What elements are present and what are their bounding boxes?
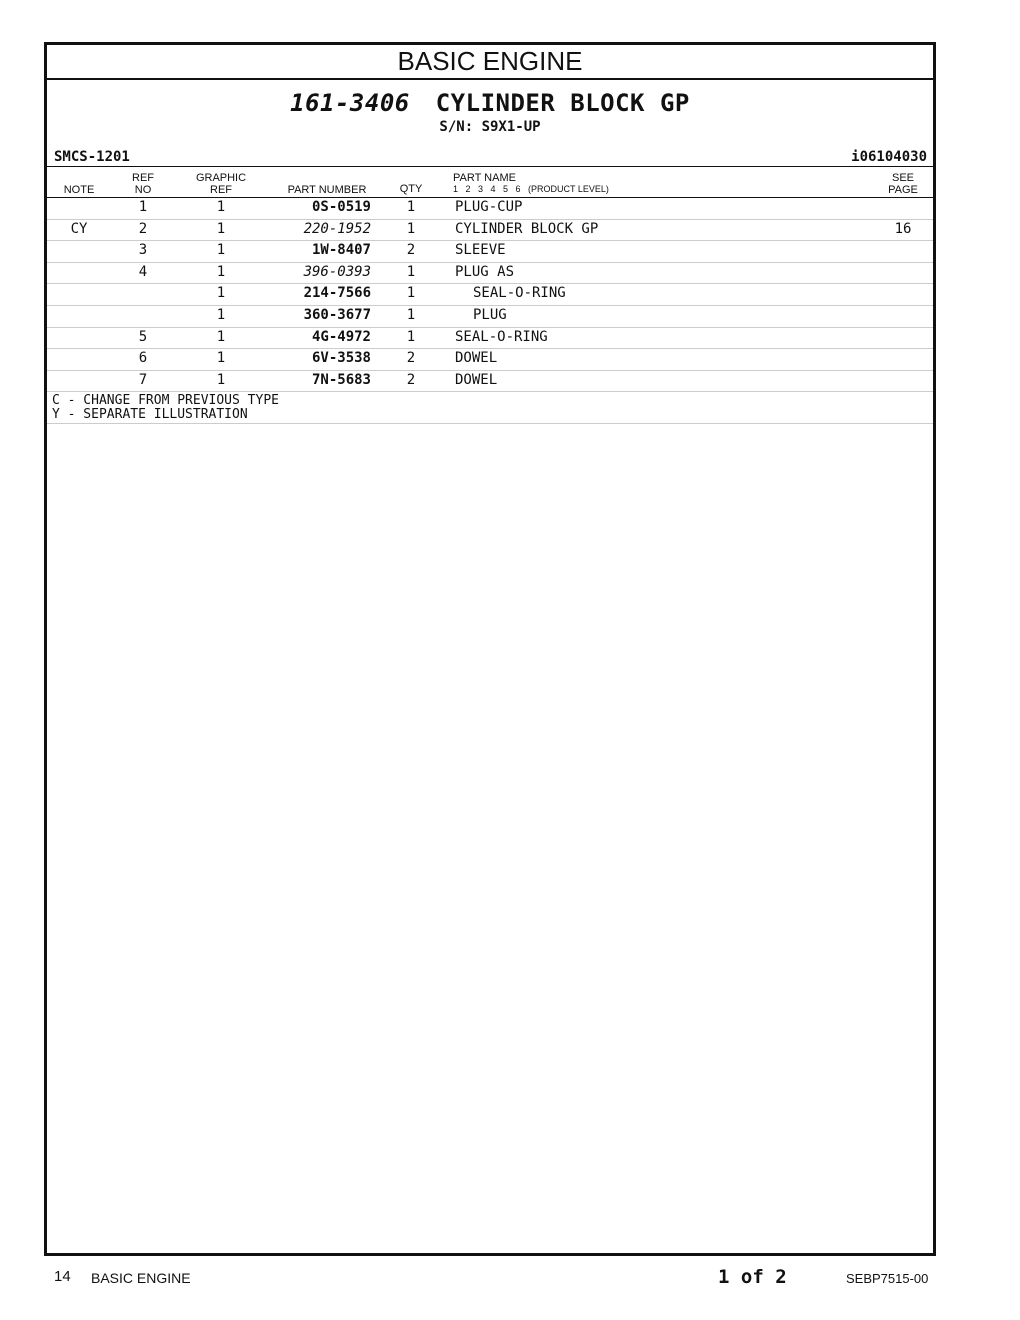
- row-ref-no: 6: [138, 350, 148, 367]
- row-graphic-ref: 1: [216, 242, 226, 259]
- group-name: CYLINDER BLOCK GP: [435, 89, 690, 117]
- row-qty: 1: [406, 285, 416, 302]
- row-divider: [47, 262, 933, 263]
- row-divider: [47, 240, 933, 241]
- header-see-page-1: SEE: [891, 172, 914, 184]
- row-part-number: 6V-3538: [311, 350, 371, 367]
- row-divider: [47, 391, 933, 392]
- footer-page-of: 1 of 2: [718, 1266, 787, 1288]
- row-graphic-ref: 1: [216, 263, 226, 280]
- footer-page-number: 14: [54, 1268, 71, 1285]
- group-title: [47, 89, 933, 117]
- row-ref-no: 7: [138, 371, 148, 388]
- row-part-name: DOWEL: [455, 350, 498, 367]
- header-see-page-2: PAGE: [888, 184, 918, 196]
- row-part-name: PLUG: [473, 307, 507, 323]
- row-qty: 1: [406, 263, 416, 280]
- row-graphic-ref: 1: [216, 350, 226, 367]
- footer-section: BASIC ENGINE: [91, 1270, 191, 1286]
- legend-line: Y - SEPARATE ILLUSTRATION: [52, 407, 248, 423]
- header-qty: QTY: [399, 183, 423, 195]
- row-part-number: 220-1952: [303, 220, 371, 237]
- header-ref-no-1: REF: [132, 172, 154, 184]
- row-part-name: SEAL-O-RING: [473, 285, 566, 302]
- row-graphic-ref: 1: [216, 220, 226, 237]
- header-graphic-ref-1: GRAPHIC: [195, 172, 247, 184]
- row-ref-no: 5: [138, 328, 148, 345]
- legend-line: C - CHANGE FROM PREVIOUS TYPE: [52, 393, 279, 409]
- row-graphic-ref: 1: [216, 328, 226, 345]
- row-part-name: SEAL-O-RING: [455, 328, 548, 345]
- illustration-id: i06104030: [851, 149, 927, 165]
- row-part-number: 1W-8407: [311, 242, 371, 259]
- legend-divider: [47, 423, 933, 424]
- row-part-number: 7N-5683: [311, 371, 371, 388]
- header-graphic-ref-2: REF: [210, 184, 232, 196]
- group-part-number: 161-3406: [290, 89, 410, 117]
- footer-doc-id: SEBP7515-00: [846, 1271, 929, 1286]
- row-ref-no: 4: [138, 263, 148, 280]
- row-part-number: 396-0393: [303, 263, 371, 280]
- header-product-level: 1 2 3 4 5 6 (PRODUCT LEVEL): [453, 184, 609, 194]
- row-ref-no: 1: [138, 199, 148, 215]
- row-qty: 2: [406, 371, 416, 388]
- row-part-name: PLUG-CUP: [455, 199, 523, 215]
- row-see-page: 16: [894, 220, 912, 237]
- row-divider: [47, 370, 933, 371]
- section-title: BASIC ENGINE: [47, 45, 933, 80]
- row-ref-no: 3: [138, 242, 148, 259]
- row-divider: [47, 327, 933, 328]
- header-bottom-rule: [47, 197, 933, 198]
- row-divider: [47, 348, 933, 349]
- row-part-number: 214-7566: [303, 285, 371, 302]
- header-ref-no-2: NO: [134, 184, 152, 196]
- row-graphic-ref: 1: [216, 199, 226, 215]
- row-qty: 2: [406, 350, 416, 367]
- row-divider: [47, 283, 933, 284]
- row-qty: 1: [406, 328, 416, 345]
- row-graphic-ref: 1: [216, 307, 226, 323]
- row-part-number: 360-3677: [303, 307, 371, 323]
- header-part-number: PART NUMBER: [287, 184, 367, 196]
- row-ref-no: 2: [138, 220, 148, 237]
- row-part-name: CYLINDER BLOCK GP: [455, 220, 599, 237]
- row-note: CY: [70, 220, 88, 237]
- smcs-code: SMCS-1201: [54, 149, 130, 165]
- header-note: NOTE: [63, 184, 95, 196]
- row-graphic-ref: 1: [216, 285, 226, 302]
- row-part-name: DOWEL: [455, 371, 498, 388]
- serial-range: S/N: S9X1-UP: [439, 119, 541, 135]
- row-divider: [47, 219, 933, 220]
- row-qty: 2: [406, 242, 416, 259]
- row-part-name: PLUG AS: [455, 263, 515, 280]
- row-divider: [47, 305, 933, 306]
- row-qty: 1: [406, 220, 416, 237]
- page-frame: [44, 42, 936, 1256]
- row-qty: 1: [406, 199, 416, 215]
- row-part-name: SLEEVE: [455, 242, 506, 259]
- row-qty: 1: [406, 307, 416, 323]
- header-top-rule: [47, 166, 933, 167]
- header-part-name: PART NAME: [453, 172, 516, 184]
- row-graphic-ref: 1: [216, 371, 226, 388]
- row-part-number: 4G-4972: [311, 328, 371, 345]
- row-part-number: 0S-0519: [311, 199, 371, 215]
